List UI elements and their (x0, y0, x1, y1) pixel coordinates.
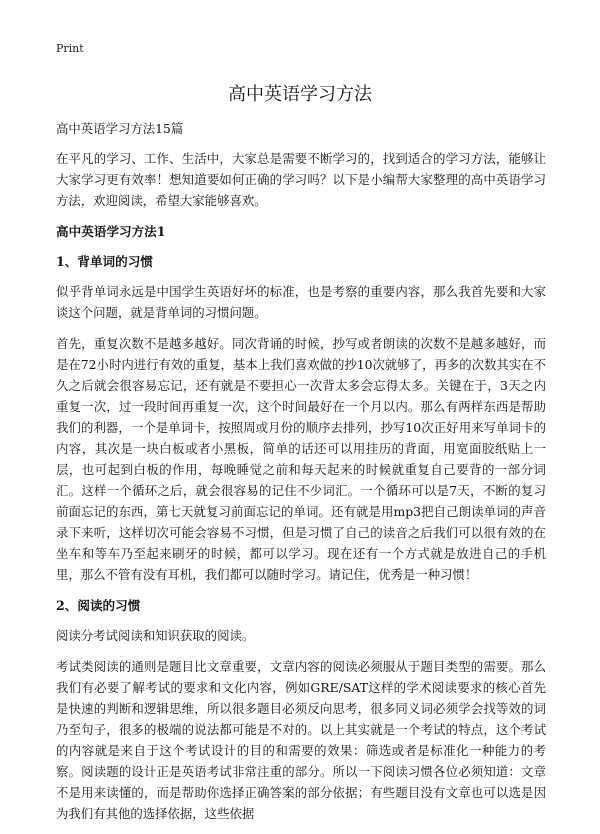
page-title: 高中英语学习方法 (228, 84, 372, 105)
article-subtitle: 高中英语学习方法15篇 (56, 121, 184, 136)
subsection-heading-vocab: 1、背单词的习惯 (56, 254, 153, 269)
vocab-paragraph-1: 似乎背单词永远是中国学生英语好坏的标准，也是考察的重要内容，那么我首先要和大家谈这个问题，就是背单词的习惯问题。 (56, 284, 546, 320)
article-body (56, 118, 546, 834)
reading-paragraph-1: 阅读分考试阅读和知识获取的阅读。 (56, 628, 255, 643)
section-heading: 高中英语学习方法1 (56, 224, 166, 239)
intro-paragraph: 在平凡的学习、工作、生活中，大家总是需要不断学习的，找到适合的学习方法，能够让大家学习更有效率！想知道要如何正确的学习吗？以下是小编帮大家整理的高中英语学习方法，欢迎阅读，希望大家能够喜欢。 (56, 151, 546, 208)
subsection-heading-reading: 2、阅读的习惯 (56, 598, 141, 613)
print-link[interactable]: Print (56, 42, 84, 55)
vocab-paragraph-2: 首先，重复次数不是越多越好。同次背诵的时候，抄写或者朗读的次数不是越多越好，而是在72小时内进行有效的重复，基本上我们喜欢做的抄10次就够了，再多的次数其实在不久之后就会很容易忘记，还有就是不要担心一次背太多会忘得太多。关键在于，3天之内重复一次，过一段时间再重复一次，这个时间最好在一个月以内。那么有两样东西是帮助我们的利器，一个是单词卡，按照周或月份的顺序去排列，抄写10次正好用来写单词卡的内容，其次是一块白板或者小黑板，简单的话还可以用挂历的背面，用宽面胶纸贴上一层，也可起到白板的作用，每晚睡觉之前和每天起来的时候就重复自己要背的一部分词汇。这样一个循环之后，就会很容易的记住不少词汇。一个循环可以是7天，不断的复习前面忘记的东西，第七天就复习前面忘记的单词。还有就是用mp3把自己朗读单词的声音录下来听，这样切次可能会容易不习惯，但是习惯了自己的读音之后我们可以很有效的在坐车和等车乃至起来刷牙的时候，都可以学习。现在还有一个方式就是放进自己的手机里，那么不管有没有耳机，我们都可以随时学习。请记住，优秀是一种习惯！ (56, 336, 546, 582)
reading-paragraph-2: 考试类阅读的通则是题目比文章重要，文章内容的阅读必须服从于题目类型的需要。那么我们有必要了解考试的要求和文化内容，例如GRE/SAT这样的学术阅读要求的核心首先是快速的判断和逻辑思维，所以很多题目必须反向思考，很多同义词必须学会找等效的词乃至句子，很多的极端的说法都可能是不对的。以上其实就是一个考试的特点，这个考试的内容就是来自于这个考试设计的目的和需要的效果：筛选或者是标准化一种能力的考察。阅读题的设计正是英语考试非常注重的部分。所以一下阅读习惯各位必须知道：文章不是用来读懂的，而是帮助你选择正确答案的部分依据；有些题目没有文章也可以选是因为我们有其他的选择依据，这些依据 (56, 659, 546, 821)
